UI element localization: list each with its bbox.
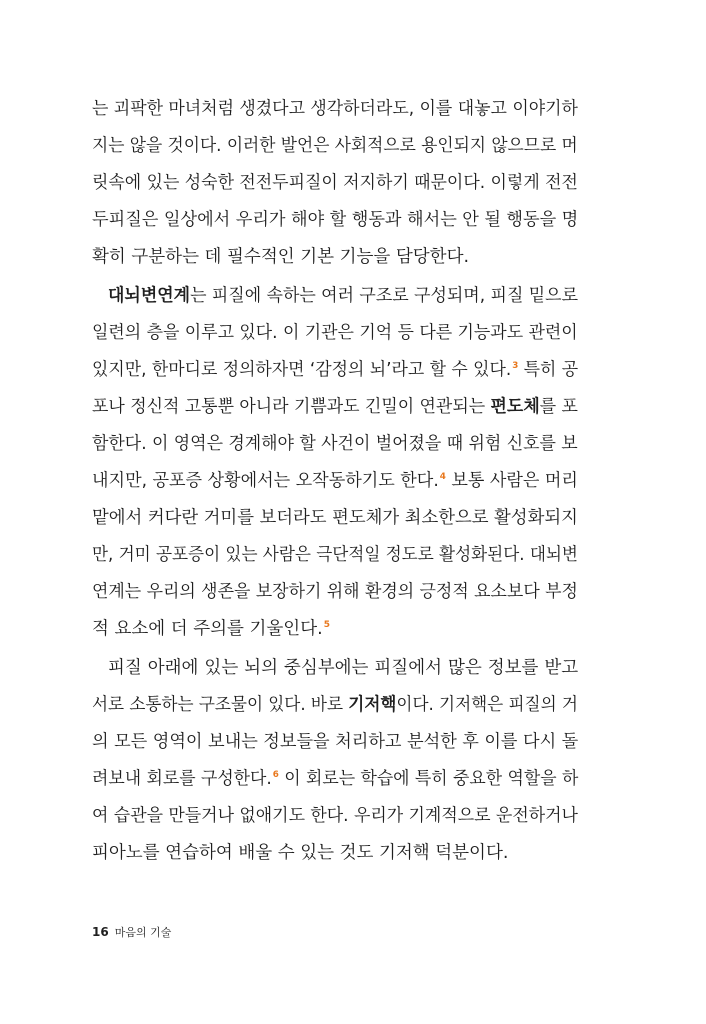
running-title: 마음의 기술	[114, 926, 172, 939]
text-line: 는 괴팍한 마녀처럼 생겼다고 생각하더라도, 이를 대놓고 이야기하	[92, 99, 578, 119]
footnote-marker: 6	[272, 770, 279, 780]
text-line: 지는 않을 것이다. 이러한 발언은 사회적으로 용인되지 않으므로 머	[92, 136, 578, 156]
page-number: 16	[92, 925, 109, 939]
text-line: 만, 거미 공포증이 있는 사람은 극단적일 정도로 활성화된다. 대뇌변	[92, 545, 578, 565]
text-line: 포나 정신적 고통뿐 아니라 기쁨과도 긴밀이 연관되는 편도체를 포	[92, 397, 578, 417]
term-limbic-system: 대뇌변연계	[108, 286, 191, 306]
text-line: 연계는 우리의 생존을 보장하기 위해 환경의 긍정적 요소보다 부정	[92, 582, 578, 602]
page-footer	[92, 924, 171, 940]
text-line: 여 습관을 만들거나 없애기도 한다. 우리가 기계적으로 운전하거나	[92, 806, 578, 826]
text-line: 함한다. 이 영역은 경계해야 할 사건이 벌어졌을 때 위험 신호를 보	[92, 434, 578, 454]
text-line: 릿속에 있는 성숙한 전전두피질이 저지하기 때문이다. 이렇게 전전	[92, 173, 578, 193]
footnote-marker: 4	[439, 472, 446, 482]
text-line: 일련의 층을 이루고 있다. 이 기관은 기억 등 다른 기능과도 관련이	[92, 323, 578, 343]
term-amygdala: 편도체	[490, 397, 540, 417]
text-line: 피아노를 연습하여 배울 수 있는 것도 기저핵 덕분이다.	[92, 843, 509, 863]
text-line: 적 요소에 더 주의를 기울인다.$^5$	[92, 619, 330, 639]
text-line: 려보내 회로를 구성한다.$^6$ 이 회로는 학습에 특히 중요한 역할을 하	[92, 769, 579, 789]
text-line: 맡에서 커다란 거미를 보더라도 편도체가 최소한으로 활성화되지	[92, 508, 578, 528]
text-line: 대뇌변연계는 피질에 속하는 여러 구조로 구성되며, 피질 밑으로	[108, 286, 579, 306]
text-line: 있지만, 한마디로 정의하자면 ‘감정의 뇌’라고 할 수 있다.$^3$ 특히 공	[92, 360, 579, 380]
footnote-marker: 3	[512, 361, 519, 371]
text-line: 의 모든 영역이 보내는 정보들을 처리하고 분석한 후 이를 다시 돌	[92, 732, 579, 752]
text-line: 확히 구분하는 데 필수적인 기본 기능을 담당한다.	[92, 247, 470, 267]
term-basal-ganglia: 기저핵	[348, 695, 397, 715]
text-line: 내지만, 공포증 상황에서는 오작동하기도 한다.$^4$ 보통 사람은 머리	[92, 471, 578, 491]
text-line: 두피질은 일상에서 우리가 해야 할 행동과 해서는 안 될 행동을 명	[92, 210, 579, 230]
text-line: 서로 소통하는 구조물이 있다. 바로 기저핵이다. 기저핵은 피질의 거	[92, 695, 578, 715]
footnote-marker: 5	[323, 620, 330, 630]
text-line: 피질 아래에 있는 뇌의 중심부에는 피질에서 많은 정보를 받고	[108, 658, 579, 678]
